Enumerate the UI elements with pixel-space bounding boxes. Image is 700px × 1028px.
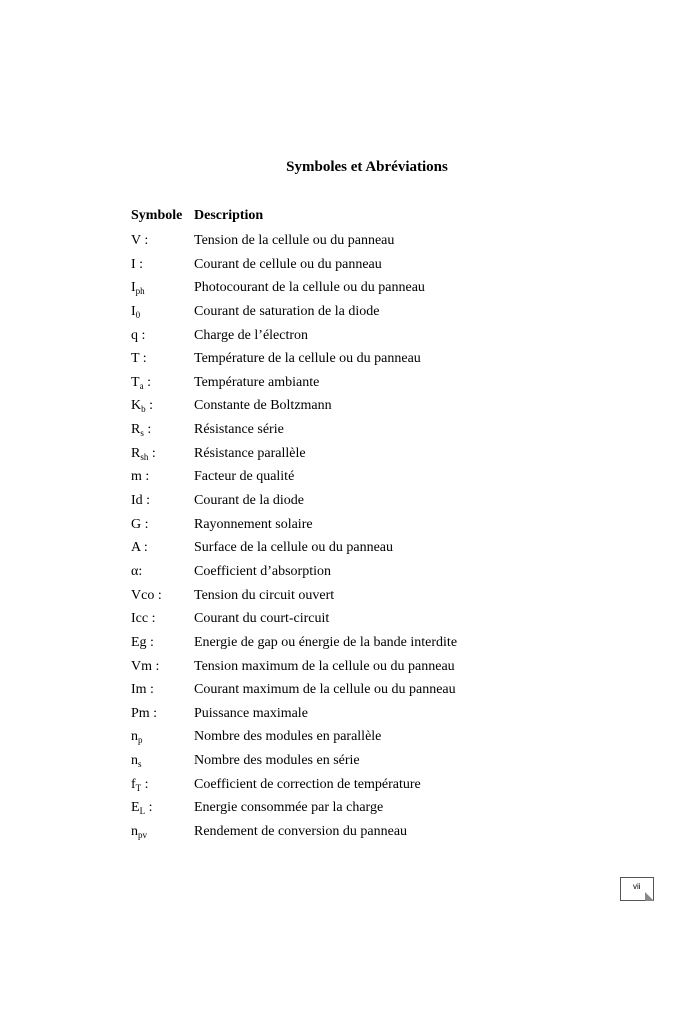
list-item (131, 373, 631, 397)
symbol: Pm : (131, 705, 158, 721)
description: Nombre des modules en série (194, 753, 360, 769)
description: Rayonnement solaire (194, 516, 313, 532)
list-item (131, 680, 631, 704)
symbol: α: (131, 563, 143, 579)
symbol: $E_L$ : (131, 800, 153, 817)
symbol: m : (131, 469, 150, 485)
symbol: Eg : (131, 634, 154, 650)
symbol: $I_{ph}$ (131, 280, 145, 297)
symbol: A : (131, 540, 148, 556)
list-item (131, 586, 631, 610)
symbol: $n_p$ (131, 729, 143, 746)
description: Puissance maximale (194, 705, 308, 721)
list-item (131, 255, 631, 279)
symbol: $K_b$ : (131, 398, 154, 415)
list-item (131, 491, 631, 515)
description: Courant de cellule ou du panneau (194, 256, 382, 272)
symbol: Id : (131, 493, 151, 509)
description: Résistance série (194, 422, 284, 438)
symbol: Im : (131, 682, 154, 698)
description: Rendement de conversion du panneau (194, 824, 408, 840)
symbol: $n_{pv}$ (131, 824, 147, 841)
symbol: Vco : (131, 587, 162, 603)
list-item (131, 444, 631, 468)
list-item (131, 798, 631, 822)
symbol: $I_0$ (131, 303, 141, 320)
symbol: T : (131, 351, 147, 367)
description: Courant de saturation de la diode (194, 303, 380, 319)
description: Charge de l’électron (194, 327, 309, 343)
description: Tension de la cellule ou du panneau (194, 233, 395, 248)
description: Courant du court-circuit (194, 611, 330, 627)
symbol: $R_{sh}$ : (131, 445, 156, 462)
list-item (131, 349, 631, 373)
list-item (131, 562, 631, 586)
list-item (131, 396, 631, 420)
list-item (131, 515, 631, 539)
list-item (131, 775, 631, 799)
list-item (131, 822, 631, 846)
description: Constante de Boltzmann (194, 398, 332, 414)
list-item (131, 326, 631, 350)
symbol: $f_T$ : (131, 776, 149, 793)
description: Photocourant de la cellule ou du panneau (194, 280, 425, 296)
description: Courant maximum de la cellule ou du panneau (194, 682, 456, 698)
symbol: $R_s$ : (131, 422, 152, 439)
list-item (131, 278, 631, 302)
header-symbol: Symbole (131, 208, 183, 223)
symbol: $T_a$ : (131, 374, 151, 391)
page-number: vii (633, 882, 641, 891)
symbol: Icc : (131, 611, 156, 627)
symbol: V : (131, 233, 149, 248)
list-item (131, 538, 631, 562)
description: Courant de la diode (194, 493, 305, 509)
symbol: G : (131, 516, 149, 532)
page-number-tab (620, 877, 654, 901)
description: Surface de la cellule ou du panneau (194, 540, 394, 556)
list-item (131, 633, 631, 657)
list-item (131, 231, 631, 255)
list-item (131, 704, 631, 728)
description: Tension maximum de la cellule ou du panneau (194, 658, 455, 674)
page-corner-fold-icon (645, 892, 654, 901)
description: Résistance parallèle (194, 445, 306, 461)
description: Coefficient d’absorption (194, 563, 331, 579)
list-item (131, 420, 631, 444)
description: Température ambiante (194, 374, 320, 390)
symbol: I : (131, 256, 144, 272)
page-title: Symboles et Abréviations (286, 159, 448, 175)
symbol-list (131, 231, 631, 846)
list-item (131, 609, 631, 633)
symbol: $n_s$ (131, 753, 142, 770)
header-description: Description (194, 208, 264, 223)
description: Nombre des modules en parallèle (194, 729, 382, 745)
symbol: q : (131, 327, 146, 343)
list-item (131, 751, 631, 775)
list-item (131, 467, 631, 491)
description: Energie de gap ou énergie de la bande interdite (194, 634, 458, 650)
description: Tension du circuit ouvert (194, 587, 335, 603)
description: Facteur de qualité (194, 469, 295, 485)
list-item (131, 727, 631, 751)
symbol: Vm : (131, 658, 160, 674)
list-item (131, 657, 631, 681)
description: Température de la cellule ou du panneau (194, 351, 421, 367)
list-item (131, 302, 631, 326)
description: Energie consommée par la charge (194, 800, 384, 816)
description: Coefficient de correction de température (194, 776, 421, 792)
